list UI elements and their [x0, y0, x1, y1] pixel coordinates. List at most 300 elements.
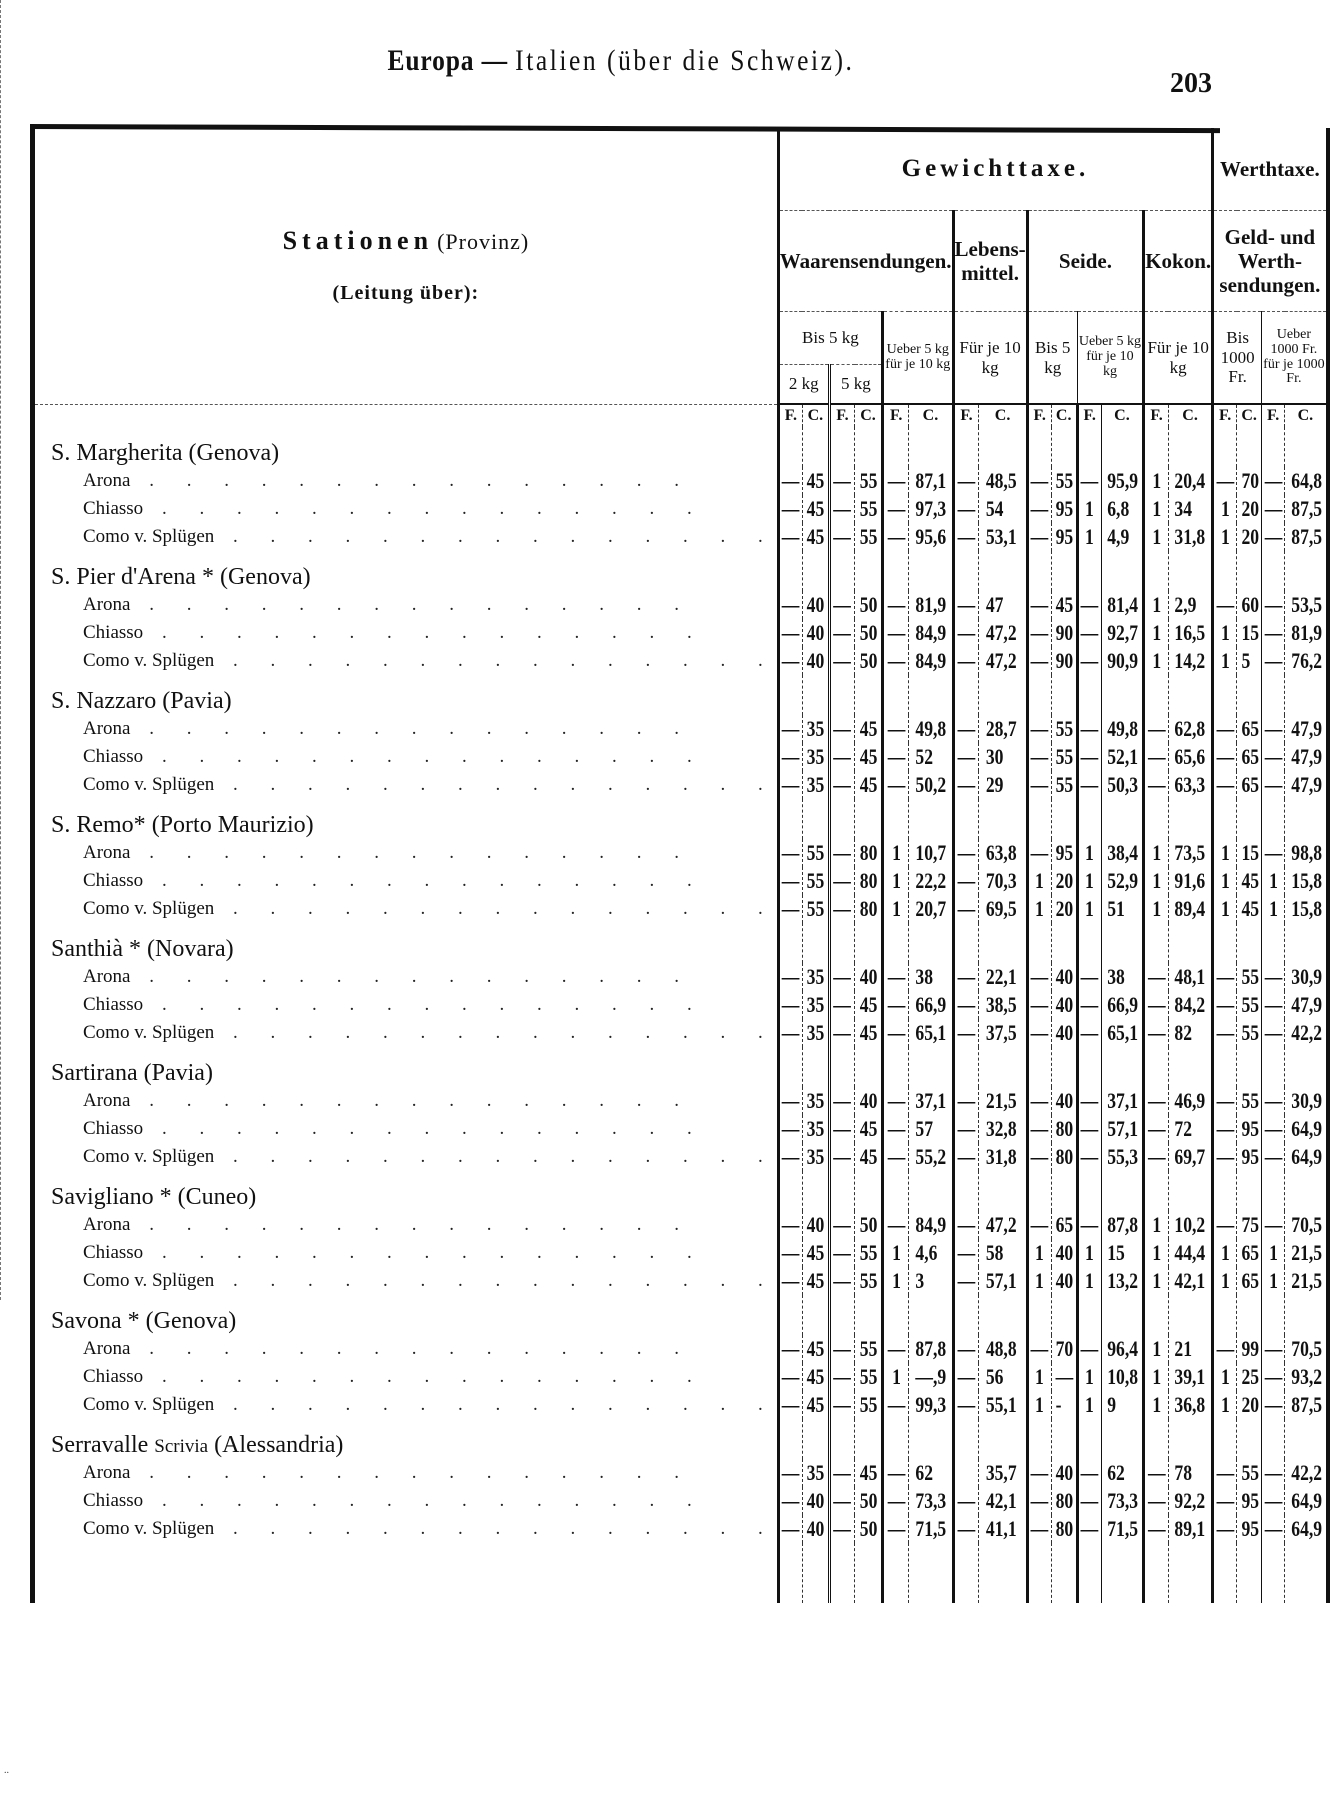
centime-value: 64,9	[1290, 1144, 1322, 1169]
franc-value: —	[1080, 1088, 1099, 1113]
centime-value: 20	[1241, 524, 1259, 549]
route-name: Como v. Splügen	[83, 1394, 215, 1415]
franc-value: —	[1147, 1144, 1166, 1169]
franc-value: —	[833, 992, 852, 1017]
franc-value: —	[833, 1088, 852, 1113]
page-title-sub: Italien (über die Schweiz).	[515, 44, 855, 77]
station-row	[33, 1295, 1328, 1335]
table-bottom-spacer	[33, 1543, 1328, 1603]
centime-value: 40	[807, 1212, 825, 1237]
centime-value: 48,5	[984, 467, 1023, 495]
leader-dots: . . . . . . . . . . . . . . .	[214, 1518, 777, 1539]
centime-value: 82	[1173, 1019, 1208, 1047]
route-cell	[33, 1143, 779, 1171]
centime-value: 97,3	[913, 495, 948, 523]
centime-value: 95	[1055, 840, 1074, 865]
centime-value: 45	[857, 1019, 879, 1047]
franc-value: —	[1030, 964, 1049, 989]
franc-value: 1	[1215, 895, 1234, 923]
centime-value: 42,1	[984, 1487, 1023, 1515]
unit-franc-label: F.	[1262, 404, 1285, 427]
centime-value: 47,2	[984, 619, 1023, 647]
franc-value: —	[833, 468, 852, 493]
franc-value: —	[833, 524, 852, 549]
franc-value: —	[1030, 496, 1049, 521]
centime-value: 45	[857, 743, 879, 771]
station-name-cell	[33, 551, 779, 591]
franc-value: —	[1080, 1488, 1099, 1513]
franc-value: —	[1264, 1212, 1282, 1237]
centime-value: 66,9	[913, 991, 948, 1019]
franc-value: —	[781, 1460, 800, 1485]
leader-dots: . . . . . . . . . . . . . . .	[130, 966, 693, 987]
franc-value: —	[885, 963, 906, 991]
centime-value: 65	[1241, 1240, 1259, 1265]
franc-value: 1	[1146, 1335, 1166, 1363]
route-cell	[33, 619, 779, 647]
stations-province-label: (Provinz)	[437, 229, 530, 255]
centime-value: 50	[857, 1515, 879, 1543]
franc-value: —	[1264, 468, 1282, 493]
franc-value: —	[957, 1336, 976, 1361]
centime-value: 55	[857, 467, 879, 495]
centime-value: 95	[1241, 1516, 1259, 1541]
franc-value: 1	[885, 895, 906, 923]
centime-value: 50	[857, 619, 879, 647]
franc-value: —	[1216, 716, 1234, 741]
centime-value: 35	[807, 1020, 825, 1045]
franc-value: —	[1030, 840, 1049, 865]
centime-value: 6,8	[1105, 495, 1139, 523]
franc-value: —	[1080, 744, 1099, 769]
franc-value: —	[1080, 1144, 1099, 1169]
franc-value: —	[1080, 620, 1099, 645]
centime-value: 80	[1055, 1516, 1074, 1541]
centime-value: 40	[807, 1516, 825, 1541]
centime-value: 45	[857, 715, 879, 743]
franc-value: —	[833, 1488, 852, 1513]
centime-value: 20,4	[1173, 467, 1208, 495]
centime-value: 65	[1241, 744, 1259, 769]
route-name: Como v. Splügen	[83, 1518, 215, 1539]
centime-value: 84,9	[913, 647, 948, 675]
centime-value: 81,9	[1290, 620, 1322, 645]
station-row	[33, 551, 1328, 591]
centime-value: 66,9	[1107, 992, 1139, 1017]
route-cell	[33, 1335, 779, 1363]
franc-value: —	[1030, 772, 1049, 797]
route-name: Arona	[83, 1462, 131, 1483]
centime-value: 31,8	[1173, 523, 1208, 551]
franc-value: 1	[1080, 895, 1099, 923]
franc-value: —	[957, 772, 976, 797]
centime-value: 34	[1173, 495, 1208, 523]
franc-value: —	[1080, 1516, 1099, 1541]
centime-value: 40	[1055, 964, 1074, 989]
franc-value: —	[1264, 1392, 1282, 1417]
centime-value: 90,9	[1107, 648, 1139, 673]
franc-value: —	[1216, 1212, 1234, 1237]
franc-value: —	[1216, 964, 1234, 989]
centime-value: 15,8	[1290, 896, 1322, 921]
leader-dots: . . . . . . . . . . . . . . .	[143, 1366, 706, 1387]
franc-value: 1	[1215, 647, 1234, 675]
centime-value: 20	[1241, 496, 1259, 521]
franc-value: 1	[1146, 867, 1166, 895]
centime-value: 95	[1055, 524, 1074, 549]
franc-value: 1	[1030, 1267, 1049, 1295]
centime-value: 55	[1055, 468, 1074, 493]
franc-value: 1	[1030, 1239, 1049, 1267]
franc-value: —	[1030, 1516, 1049, 1541]
route-cell	[33, 1115, 779, 1143]
franc-value: —	[781, 648, 800, 673]
centime-value: 4,6	[913, 1239, 948, 1267]
centime-value: 65	[1055, 1212, 1074, 1237]
franc-value: —	[1030, 620, 1049, 645]
leader-dots: . . . . . . . . . . . . . . .	[130, 1090, 693, 1111]
franc-value: —	[833, 648, 852, 673]
route-cell	[33, 523, 779, 551]
franc-value: —	[1147, 1020, 1166, 1045]
station-row	[33, 1171, 1328, 1211]
centime-value: 40	[807, 592, 825, 617]
centime-value: 75	[1241, 1212, 1259, 1237]
station-province: (Cuneo)	[177, 1184, 257, 1210]
route-row	[33, 1487, 1328, 1515]
unit-franc-label: F.	[953, 404, 979, 427]
franc-value: —	[1264, 648, 1282, 673]
route-cell	[33, 1459, 779, 1487]
centime-value: 37,1	[1107, 1088, 1139, 1113]
franc-value: —	[781, 1268, 800, 1293]
franc-value: —	[1216, 1144, 1234, 1169]
franc-value: —	[885, 495, 906, 523]
centime-value: 98,8	[1290, 840, 1322, 865]
waaren-5kg-header: 5 kg	[829, 365, 882, 405]
franc-value: 1	[1264, 895, 1282, 923]
unit-centime-label: C.	[1101, 404, 1144, 427]
franc-value: —	[833, 1116, 852, 1141]
franc-value: —	[781, 1516, 800, 1541]
centime-value: 62	[913, 1459, 948, 1487]
franc-value: —	[781, 1144, 800, 1169]
station-name: S. Pier d'Arena *	[51, 564, 214, 590]
franc-value: —	[781, 1212, 800, 1237]
route-name: Arona	[83, 1214, 131, 1235]
franc-value: —	[885, 1019, 906, 1047]
franc-value: —	[833, 592, 852, 617]
route-name: Chiasso	[83, 870, 144, 891]
franc-value: —	[1030, 744, 1049, 769]
franc-value: —	[957, 468, 976, 493]
franc-value: 1	[1030, 1363, 1049, 1391]
unit-centime-label: C.	[855, 404, 883, 427]
centime-value: 70,5	[1290, 1212, 1322, 1237]
station-row	[33, 675, 1328, 715]
franc-value: 1	[885, 839, 906, 867]
centime-value: 69,7	[1173, 1143, 1208, 1171]
franc-value: —	[1264, 772, 1282, 797]
centime-value: 37,5	[984, 1019, 1023, 1047]
franc-value: 1	[885, 1363, 906, 1391]
franc-value: 1	[1215, 1267, 1234, 1295]
centime-value: 20	[1241, 1392, 1259, 1417]
franc-value: 1	[1080, 867, 1099, 895]
franc-value: —	[1030, 1460, 1049, 1485]
centime-value: 32,8	[984, 1115, 1023, 1143]
leader-dots: . . . . . . . . . . . . . . .	[214, 1146, 777, 1167]
franc-value: —	[1216, 468, 1234, 493]
leader-dots: . . . . . . . . . . . . . . .	[130, 1214, 693, 1235]
franc-value: —	[1216, 772, 1234, 797]
franc-value: 1	[1215, 839, 1234, 867]
centime-value: 35	[807, 716, 825, 741]
centime-value: 80	[857, 867, 879, 895]
franc-value: 1	[1146, 647, 1166, 675]
unit-centime-label: C.	[1237, 404, 1262, 427]
centime-value: 35	[807, 744, 825, 769]
page-edge	[0, 0, 3, 1300]
route-row	[33, 1143, 1328, 1171]
centime-value: 37,1	[913, 1087, 948, 1115]
centime-value: 70	[1055, 1336, 1074, 1361]
centime-value: 47,9	[1290, 992, 1322, 1017]
centime-value: 41,1	[984, 1515, 1023, 1543]
franc-value: —	[1030, 1088, 1049, 1113]
franc-value: —	[1216, 1116, 1234, 1141]
centime-value: 99,3	[913, 1391, 948, 1419]
route-cell	[33, 647, 779, 675]
leader-dots: . . . . . . . . . . . . . . .	[130, 594, 693, 615]
centime-value: 52,9	[1107, 868, 1139, 893]
franc-value: —	[1080, 716, 1099, 741]
centime-value: 47	[984, 591, 1023, 619]
centime-value: 30	[984, 743, 1023, 771]
franc-value: —	[781, 840, 800, 865]
franc-value: 1	[1215, 619, 1234, 647]
centime-value: 21,5	[984, 1087, 1023, 1115]
franc-value: —	[885, 1391, 906, 1419]
centime-value: 62	[1105, 1459, 1139, 1487]
route-cell	[33, 963, 779, 991]
franc-value: —	[1216, 992, 1234, 1017]
franc-value	[956, 1459, 977, 1487]
leader-dots: . . . . . . . . . . . . . . .	[214, 1022, 777, 1043]
franc-value: 1	[1080, 1239, 1099, 1267]
centime-value: 52,1	[1107, 744, 1139, 769]
centime-value: 87,5	[1290, 524, 1322, 549]
franc-value: —	[885, 591, 906, 619]
franc-value: 1	[1264, 867, 1282, 895]
franc-value: —	[781, 1116, 800, 1141]
franc-value: 1	[1146, 1267, 1166, 1295]
route-row	[33, 1515, 1328, 1543]
centime-value: 52	[913, 743, 948, 771]
franc-value: —	[1030, 1116, 1049, 1141]
unit-franc-label: F.	[1077, 404, 1101, 427]
leader-dots: . . . . . . . . . . . . . . .	[143, 746, 706, 767]
station-name: Savona *	[51, 1308, 140, 1334]
centime-value: 5	[1239, 647, 1259, 675]
centime-value: 65,1	[1107, 1020, 1139, 1045]
franc-value: —	[781, 524, 800, 549]
franc-value: 1	[1146, 1391, 1166, 1419]
centime-value: 40	[807, 648, 825, 673]
unit-franc-label: F.	[829, 404, 854, 427]
waaren-2kg-header: 2 kg	[778, 365, 829, 405]
centime-value: 42,2	[1290, 1020, 1322, 1045]
page-title	[93, 44, 1149, 78]
kokon-header: Kokon.	[1144, 211, 1213, 312]
station-name-cell	[33, 1047, 779, 1087]
franc-value: 1	[885, 867, 906, 895]
route-cell	[33, 1211, 779, 1239]
leader-dots: . . . . . . . . . . . . . . .	[143, 1118, 706, 1139]
franc-value: —	[833, 964, 852, 989]
franc-value: —	[833, 1240, 852, 1265]
franc-value: —	[1147, 1088, 1166, 1113]
route-row	[33, 495, 1328, 523]
kokon-fuer-10kg-header: Für je 10 kg	[1144, 312, 1213, 405]
centime-value: 55	[1055, 716, 1074, 741]
leader-dots: . . . . . . . . . . . . . . .	[214, 774, 777, 795]
leader-dots: . . . . . . . . . . . . . . .	[130, 842, 693, 863]
franc-value: —	[833, 1392, 852, 1417]
franc-value: —	[781, 468, 800, 493]
route-name: Chiasso	[83, 746, 144, 767]
unit-franc-label: F.	[1213, 404, 1237, 427]
route-name: Chiasso	[83, 1366, 144, 1387]
station-name: S. Remo*	[51, 812, 146, 838]
franc-value: —	[885, 1211, 906, 1239]
centime-value: 35,7	[984, 1459, 1023, 1487]
centime-value: 36,8	[1173, 1391, 1208, 1419]
centime-value: 15,8	[1290, 868, 1322, 893]
unit-franc-label: F.	[1027, 404, 1051, 427]
leader-dots: . . . . . . . . . . . . . . .	[130, 1338, 693, 1359]
route-name: Chiasso	[83, 1490, 144, 1511]
franc-value: —	[781, 964, 800, 989]
centime-value: 84,9	[913, 619, 948, 647]
page-title-main: Europa	[387, 44, 475, 77]
franc-value: —	[1147, 772, 1166, 797]
franc-value: —	[1030, 1144, 1049, 1169]
leader-dots: . . . . . . . . . . . . . . .	[143, 1490, 706, 1511]
franc-value: —	[1080, 1336, 1099, 1361]
route-name: Chiasso	[83, 994, 144, 1015]
franc-value: —	[957, 964, 976, 989]
franc-value: —	[957, 1392, 976, 1417]
centime-value: 92,7	[1107, 620, 1139, 645]
centime-value: 84,9	[913, 1211, 948, 1239]
station-name-cell	[33, 799, 779, 839]
lebensmittel-fuer-10kg-header: Für je 10 kg	[953, 312, 1027, 405]
centime-value: 15	[1241, 840, 1259, 865]
franc-value: —	[781, 1088, 800, 1113]
stations-header	[33, 128, 779, 404]
franc-value: —	[885, 1335, 906, 1363]
route-row	[33, 1087, 1328, 1115]
franc-value: —	[1264, 620, 1282, 645]
centime-value: 55,2	[913, 1143, 948, 1171]
leader-dots: . . . . . . . . . . . . . . .	[214, 898, 777, 919]
centime-value: 64,9	[1290, 1516, 1322, 1541]
franc-value: —	[781, 772, 800, 797]
centime-value: 35	[807, 1460, 825, 1485]
station-name-cell	[33, 675, 779, 715]
centime-value: 80	[1055, 1116, 1074, 1141]
franc-value: —	[1264, 1144, 1282, 1169]
leader-dots: . . . . . . . . . . . . . . .	[130, 1462, 693, 1483]
franc-value: —	[885, 619, 906, 647]
centime-value: 47,2	[984, 1211, 1023, 1239]
centime-value: 64,9	[1290, 1488, 1322, 1513]
centime-value: 55	[1241, 964, 1259, 989]
franc-value: —	[1030, 468, 1049, 493]
franc-value: —	[781, 592, 800, 617]
route-name: Como v. Splügen	[83, 1270, 215, 1291]
centime-value: 49,8	[1107, 716, 1139, 741]
route-row	[33, 1267, 1328, 1295]
route-row	[33, 619, 1328, 647]
station-name: Serravalle	[51, 1432, 149, 1458]
franc-value: —	[1147, 744, 1166, 769]
franc-value: —	[885, 743, 906, 771]
tariff-table	[30, 128, 1330, 1603]
centime-value: 21,5	[1290, 1268, 1322, 1293]
franc-value: —	[833, 1268, 852, 1293]
centime-value: 55	[807, 840, 825, 865]
franc-value: 1	[885, 1267, 906, 1295]
centime-value: 73,3	[1107, 1488, 1139, 1513]
centime-value: 63,8	[984, 839, 1023, 867]
franc-value: —	[885, 467, 906, 495]
route-row	[33, 647, 1328, 675]
franc-value: —	[1030, 1020, 1049, 1045]
franc-value: —	[885, 991, 906, 1019]
franc-value: —	[1030, 1488, 1049, 1513]
centime-value: 89,1	[1173, 1515, 1208, 1543]
franc-value: 1	[1080, 523, 1099, 551]
franc-value: —	[833, 744, 852, 769]
franc-value: 1	[1146, 523, 1166, 551]
route-cell	[33, 467, 779, 495]
unit-centime-label: C.	[1285, 404, 1328, 427]
centime-value: 71,5	[1107, 1516, 1139, 1541]
leader-dots: . . . . . . . . . . . . . . .	[143, 498, 706, 519]
franc-value: 1	[1080, 495, 1099, 523]
franc-value: —	[957, 1212, 976, 1237]
centime-value: 99	[1241, 1336, 1259, 1361]
franc-value: —	[1080, 592, 1099, 617]
centime-value: 48,8	[984, 1335, 1023, 1363]
leader-dots: . . . . . . . . . . . . . . .	[214, 650, 777, 671]
franc-value: —	[833, 840, 852, 865]
route-cell	[33, 1391, 779, 1419]
route-row	[33, 963, 1328, 991]
centime-value: 54	[984, 495, 1023, 523]
route-name: Como v. Splügen	[83, 1022, 215, 1043]
franc-value: —	[781, 1488, 800, 1513]
centime-value: 45	[857, 991, 879, 1019]
centime-value: 65	[1241, 716, 1259, 741]
franc-value: —	[957, 1240, 976, 1265]
centime-value: 93,2	[1290, 1364, 1322, 1389]
route-cell	[33, 991, 779, 1019]
route-row	[33, 467, 1328, 495]
centime-value: 87,5	[1290, 496, 1322, 521]
